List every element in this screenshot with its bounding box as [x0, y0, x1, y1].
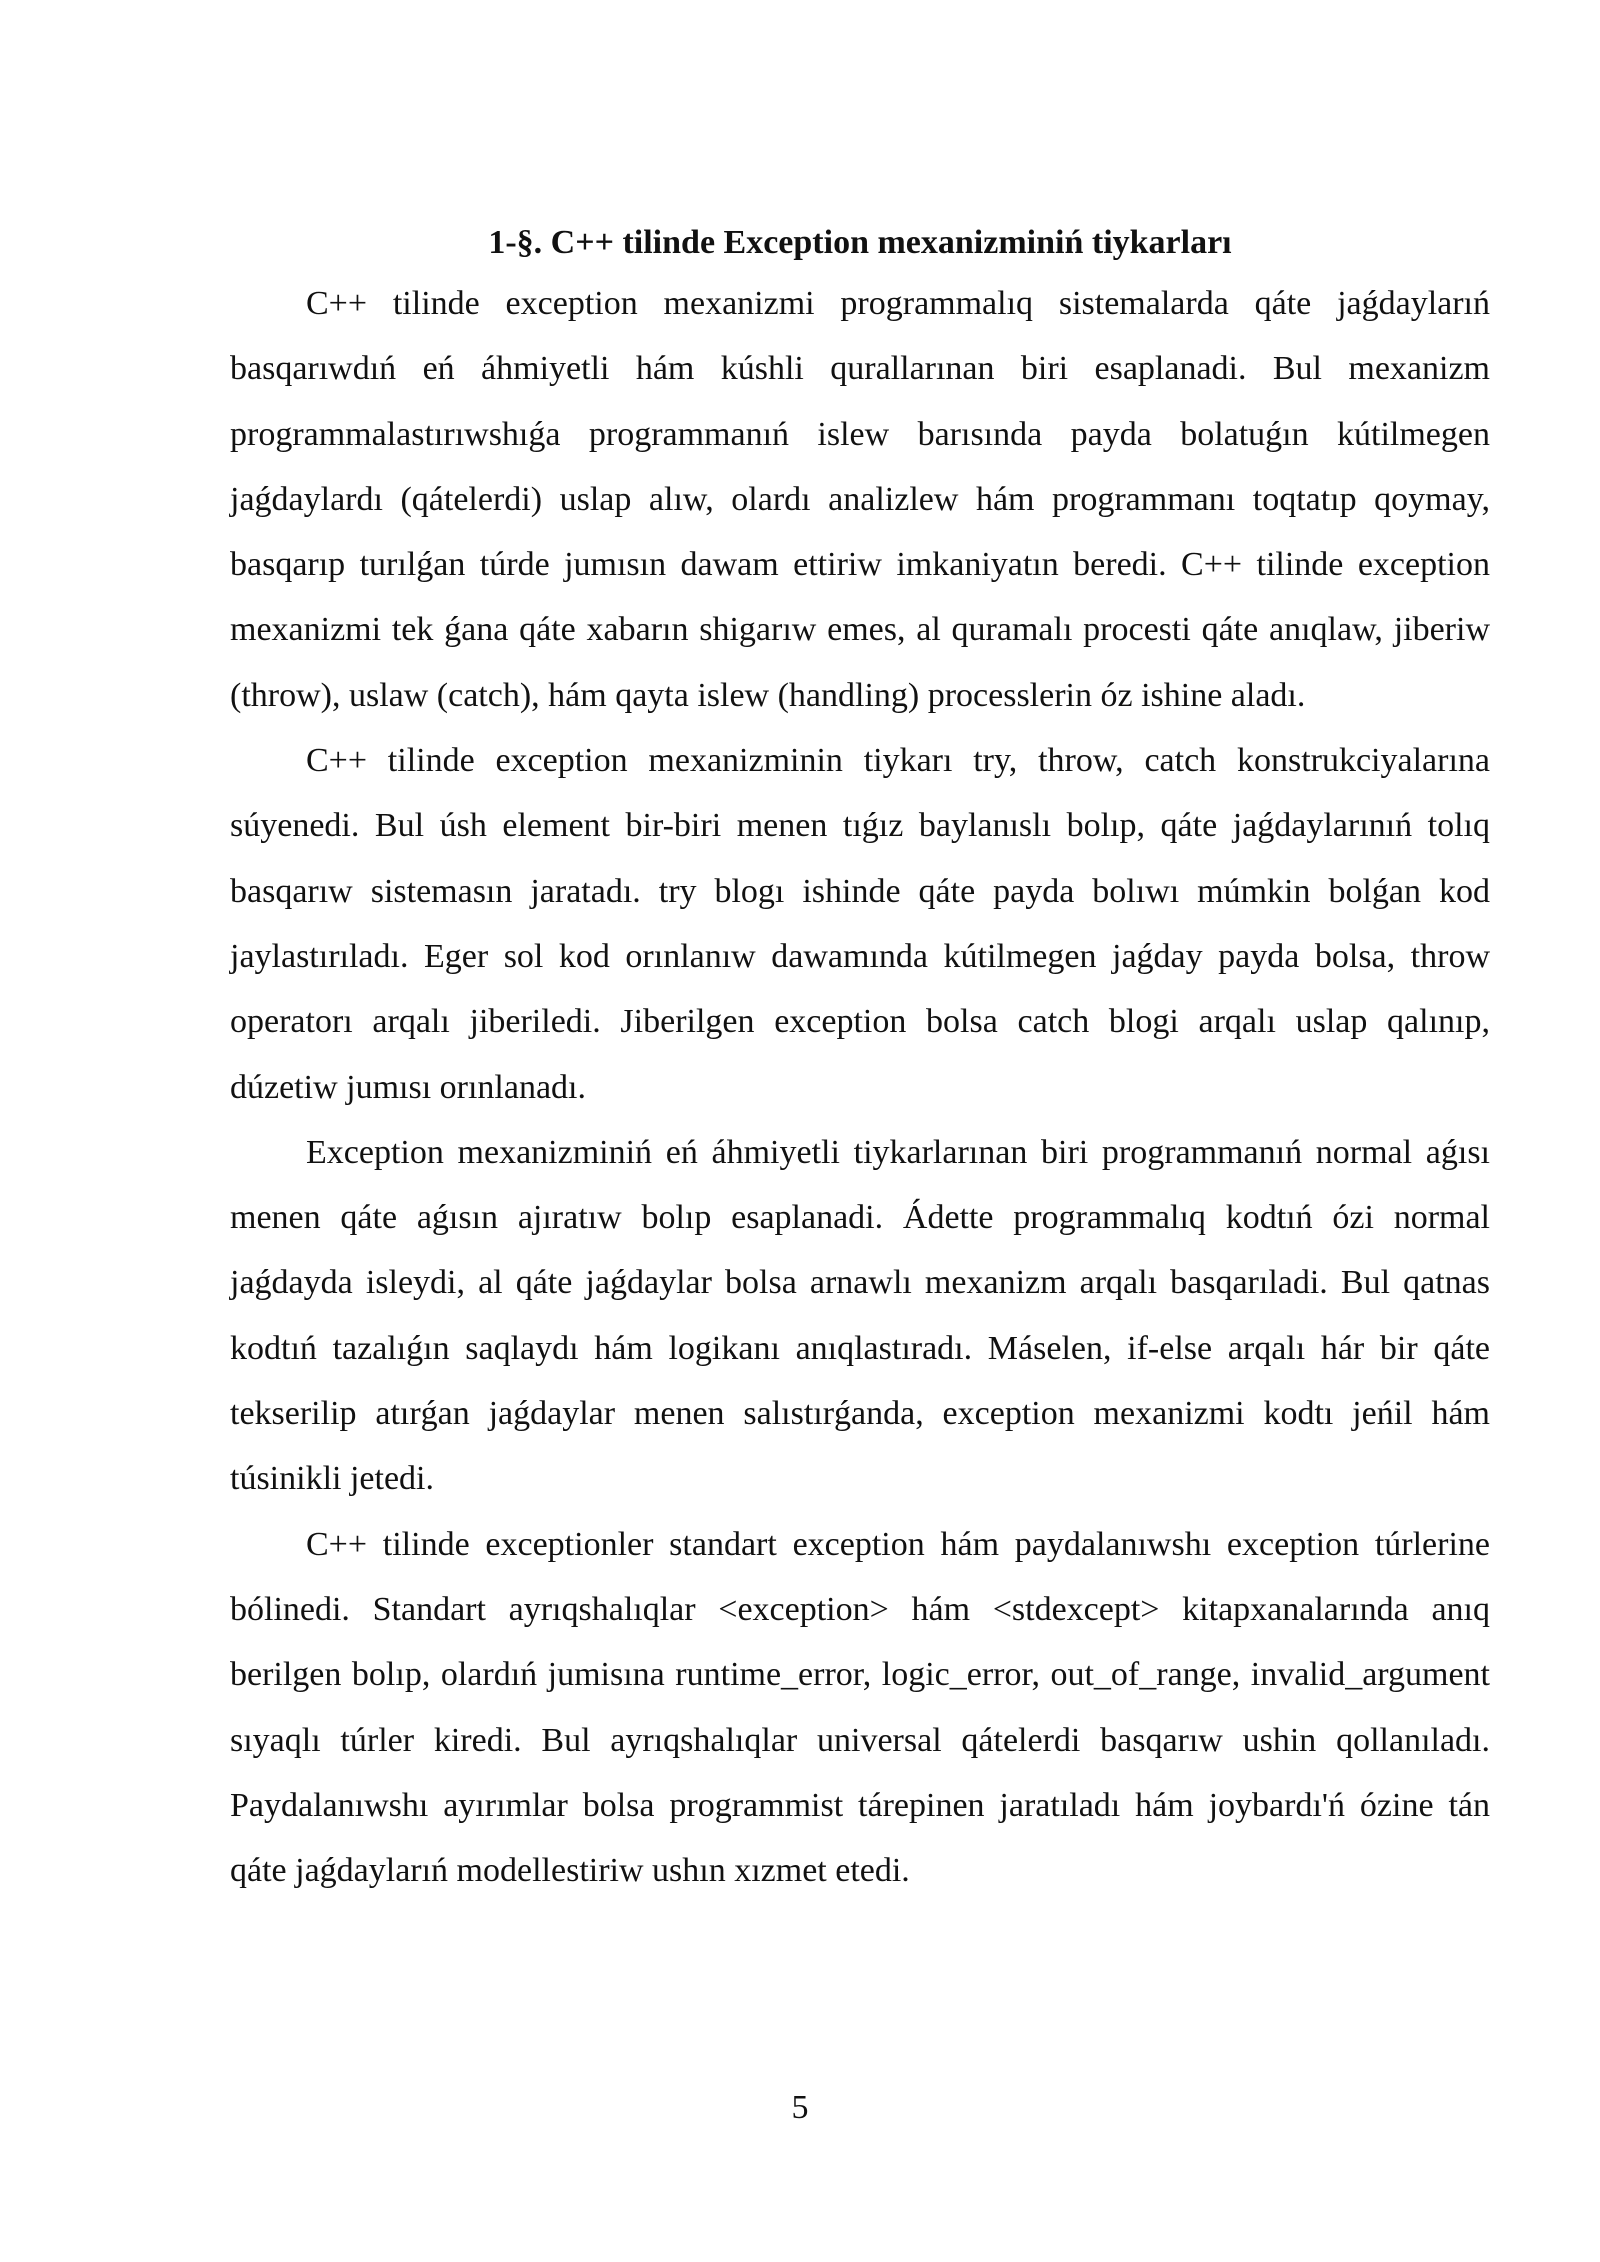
paragraph-1: C++ tilinde exception mexanizmi programmalıq sistemalarda qáte jaǵdaylarıń basqarıwdıń eń áhmiyetli hám kúshli qurallarınan biri esaplanadi. Bul mexanizm programmalastırıwshıǵa programmanıń islew barısında payda bolatuǵın kútilmegen jaǵdaylardı (qátelerdi) uslap alıw, olardı analizlew hám programmanı toqtatıp qoymay, basqarıp turılǵan túrde jumısın dawam ettiriw imkaniyatın beredi. C++ tilinde exception mexanizmi tek ǵana qáte xabarın shigarıw emes, al quramalı procesti qáte anıqlaw, jiberiw (throw), uslaw (catch), hám qayta islew (handling) processlerin óz ishine aladı. — [230, 285, 1490, 714]
paragraph-4: C++ tilinde exceptionler standart exception hám paydalanıwshı exception túrlerine bólinedi. Standart ayrıqshalıqlar <exception> hám <stdexcept> kitapxanalarında anıq berilgen bolıp, olardıń jumisına runtime_error, logic_error, out_of_range, invalid_argument sıyaqlı túrler kiredi. Bul ayrıqshalıqlar universal qátelerdi basqarıw ushin qollanıladı. Paydalanıwshı ayırımlar bolsa programmist tárepinen jaratıladı hám joybardı'ń ózine tán qáte jaǵdaylarıń modellestiriw ushın xızmet etedi. — [230, 1525, 1490, 1890]
page-content — [230, 215, 1490, 1903]
paragraph-3: Exception mexanizminiń eń áhmiyetli tiykarlarınan biri programmanıń normal aǵısı menen qáte aǵısın ajıratıw bolıp esaplanadi. Ádette programmalıq kodtıń ózi normal jaǵdayda isleydi, al qáte jaǵdaylar bolsa arnawlı mexanizm arqalı basqarıladi. Bul qatnas kodtıń tazalıǵın saqlaydı hám logikanı anıqlastıradı. Máselen, if-else arqalı hár bir qáte tekserilip atırǵan jaǵdaylar menen salıstırǵanda, exception mexanizmi kodtı jeńil hám túsinikli jetedi. — [230, 1133, 1490, 1498]
paragraph-2: C++ tilinde exception mexanizminin tiykarı try, throw, catch konstrukciyalarına súyenedi. Bul úsh element bir-biri menen tıǵız baylanıslı bolıp, qáte jaǵdaylarınıń tolıq basqarıw sistemasın jaratadı. try blogı ishinde qáte payda bolıwı múmkin bolǵan kod jaylastırıladı. Eger sol kod orınlanıw dawamında kútilmegen jaǵday payda bolsa, throw operatorı arqalı jiberiledi. Jiberilgen exception bolsa catch blogi arqalı uslap qalınıp, dúzetiw jumısı orınlanadı. — [230, 742, 1490, 1106]
page-number: 5 — [791, 2089, 809, 2126]
section-heading: 1-§. C++ tilinde Exception mexanizminiń tiykarları — [488, 224, 1232, 261]
